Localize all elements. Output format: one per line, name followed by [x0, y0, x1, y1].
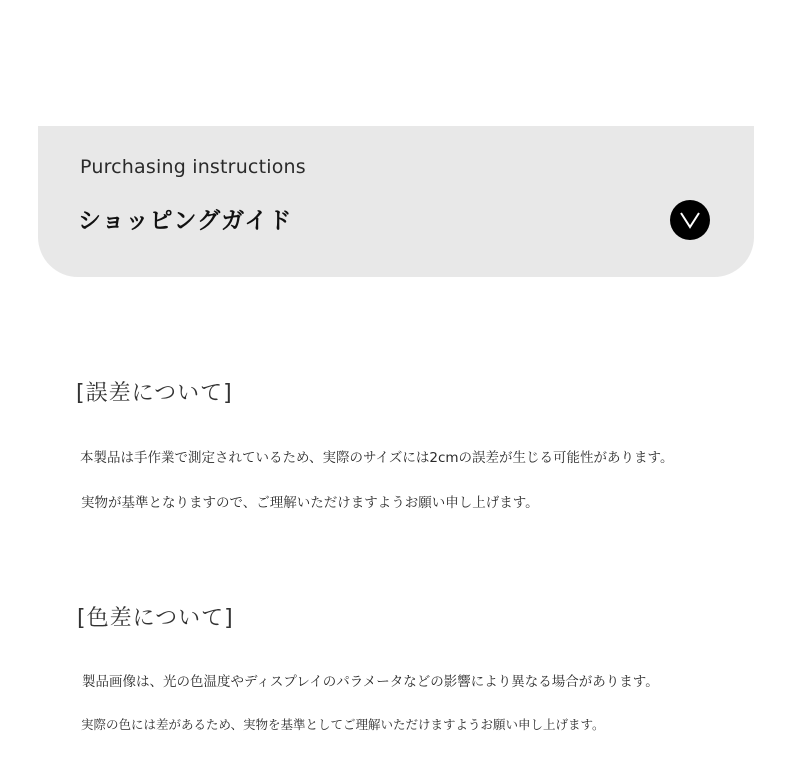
shopping-guide-banner — [38, 126, 754, 277]
error-paragraph-1: 本製品は手作業で測定されているため、実際のサイズには2cmの誤差が生じる可能性があります。 — [80, 450, 674, 466]
banner-title: ショッピングガイド — [78, 208, 293, 234]
error-section-heading: [誤差について] — [76, 381, 233, 406]
color-paragraph-2: 実際の色には差があるため、実物を基準としてご理解いただけますようお願い申し上げます。 — [81, 717, 605, 732]
error-paragraph-2: 実物が基準となりますので、ご理解いただけますようお願い申し上げます。 — [81, 495, 539, 511]
chevron-down-icon — [679, 211, 701, 229]
color-paragraph-1: 製品画像は、光の色温度やディスプレイのパラメータなどの影響により異なる場合があります。 — [82, 674, 659, 690]
expand-guide-button[interactable] — [670, 200, 710, 240]
banner-subtitle: Purchasing instructions — [80, 156, 306, 178]
color-section-heading: [色差について] — [77, 606, 234, 631]
